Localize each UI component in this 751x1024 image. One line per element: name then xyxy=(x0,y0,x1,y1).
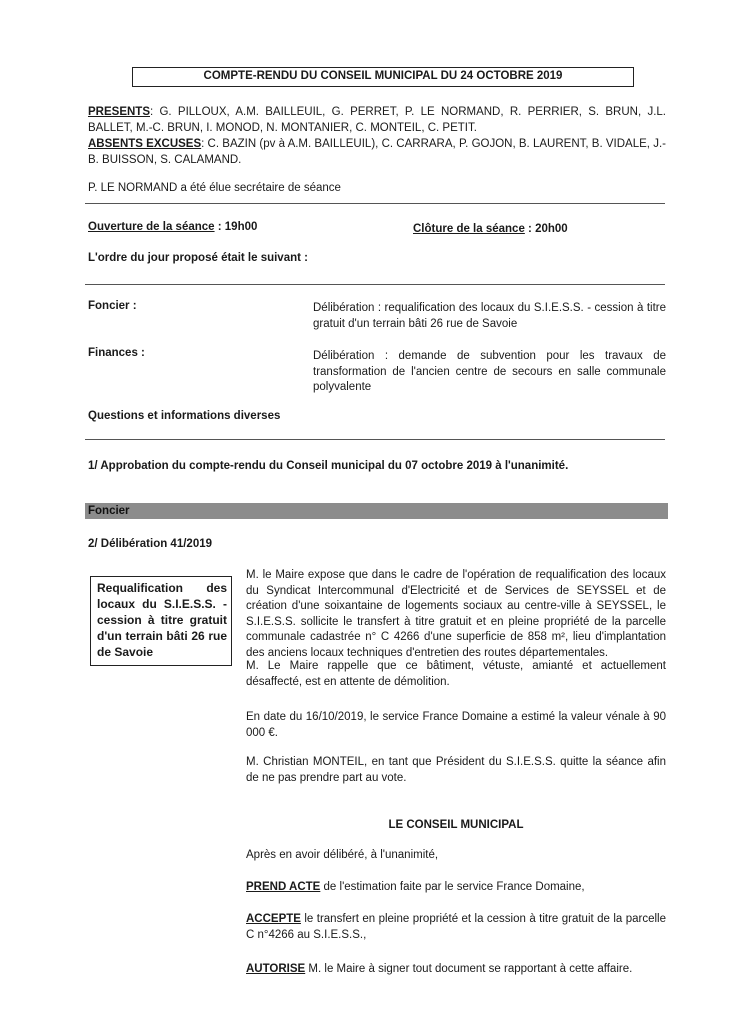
divider xyxy=(85,284,665,285)
presents-paragraph xyxy=(88,105,666,136)
document-title: COMPTE-RENDU DU CONSEIL MUNICIPAL DU 24 OCTOBRE 2019 xyxy=(132,67,634,87)
body-paragraph: M. Christian MONTEIL, en tant que Président du S.I.E.S.S. quitte la séance afin de ne pas prendre part au vote. xyxy=(246,756,666,784)
body-paragraph: En date du 16/10/2019, le service France Domaine a estimé la valeur vénale à 90 000 €. xyxy=(246,711,666,739)
divider xyxy=(85,203,665,204)
opening-label: Ouverture de la séance xyxy=(88,221,215,233)
questions-line: Questions et informations diverses xyxy=(88,410,281,422)
closing-value: : 20h00 xyxy=(524,223,568,235)
agenda-item-label: Foncier : xyxy=(88,300,137,312)
presents-list: : G. PILLOUX, A.M. BAILLEUIL, G. PERRET, P. LE NORMAND, R. PERRIER, S. BRUN, J.L. BALLET, M.-C. BRUN, I. MONOD, N. MONTANIER, C. MONTEIL, C. PETIT. xyxy=(88,106,666,134)
deliberation-line: Après en avoir délibéré, à l'unanimité, xyxy=(246,849,439,861)
section-bar-foncier: Foncier xyxy=(85,503,668,519)
closing-label: Clôture de la séance xyxy=(413,223,525,235)
absents-paragraph xyxy=(88,137,666,168)
accepte-label: ACCEPTE xyxy=(246,913,301,925)
absents-list: : C. BAZIN (pv à A.M. BAILLEUIL), C. CARRARA, P. GOJON, B. LAURENT, B. VIDALE, J.-B. BUISSON, S. CALAMAND. xyxy=(88,138,666,166)
opening-time xyxy=(88,220,257,236)
body-paragraph: M. Le Maire rappelle que ce bâtiment, vétuste, amianté et actuellement désaffecté, est en attente de démolition. xyxy=(246,660,666,688)
absents-label: ABSENTS EXCUSES xyxy=(88,138,202,150)
item-1: 1/ Approbation du compte-rendu du Conseil municipal du 07 octobre 2019 à l'unanimité. xyxy=(88,460,569,472)
accepte-text: le transfert en pleine propriété et la cession à titre gratuit de la parcelle C n°4266 au S.I.E.S.S., xyxy=(246,913,666,941)
divider xyxy=(85,439,665,440)
agenda-item-text: Délibération : demande de subvention pour les travaux de transformation de l'ancien centre de secours en salle communale polyvalente xyxy=(313,350,666,394)
item-2: 2/ Délibération 41/2019 xyxy=(88,538,213,550)
subject-box: Requalification des locaux du S.I.E.S.S. - cession à titre gratuit d'un terrain bâti 26 rue de Savoie xyxy=(90,576,232,666)
presents-label: PRESENTS xyxy=(88,106,150,118)
opening-value: : 19h00 xyxy=(214,221,258,233)
prend-acte-text: de l'estimation faite par le service France Domaine, xyxy=(320,881,585,893)
council-heading: LE CONSEIL MUNICIPAL xyxy=(388,819,524,831)
prend-acte-label: PREND ACTE xyxy=(246,881,321,893)
closing-time xyxy=(413,222,568,238)
secretary-line: P. LE NORMAND a été élue secrétaire de séance xyxy=(88,182,341,194)
agenda-item-label: Finances : xyxy=(88,347,145,359)
autorise-label: AUTORISE xyxy=(246,963,306,975)
autorise-line xyxy=(246,962,666,978)
agenda-intro: L'ordre du jour proposé était le suivant : xyxy=(88,252,308,264)
accepte-line xyxy=(246,912,666,943)
agenda-item-text: Délibération : requalification des locaux du S.I.E.S.S. - cession à titre gratuit d'un terrain bâti 26 rue de Savoie xyxy=(313,302,666,330)
body-paragraph: M. le Maire expose que dans le cadre de l'opération de requalification des locaux du Syndicat Intercommunal d'Electricité et de Services de SEYSSEL et de création d'une soixantaine de logements sociaux au centre-ville à SEYSSEL, le S.I.E.S.S. sollicite le transfert à titre gratuit et en pleine propriété de la parcelle communale cadastrée n° C 4266 d'une superficie de 858 m², lieu d'implantation des anciens locaux techniques d'entretien des routes départementales. xyxy=(246,569,666,659)
autorise-text: M. le Maire à signer tout document se rapportant à cette affaire. xyxy=(305,963,633,975)
prend-acte-line xyxy=(246,880,666,896)
